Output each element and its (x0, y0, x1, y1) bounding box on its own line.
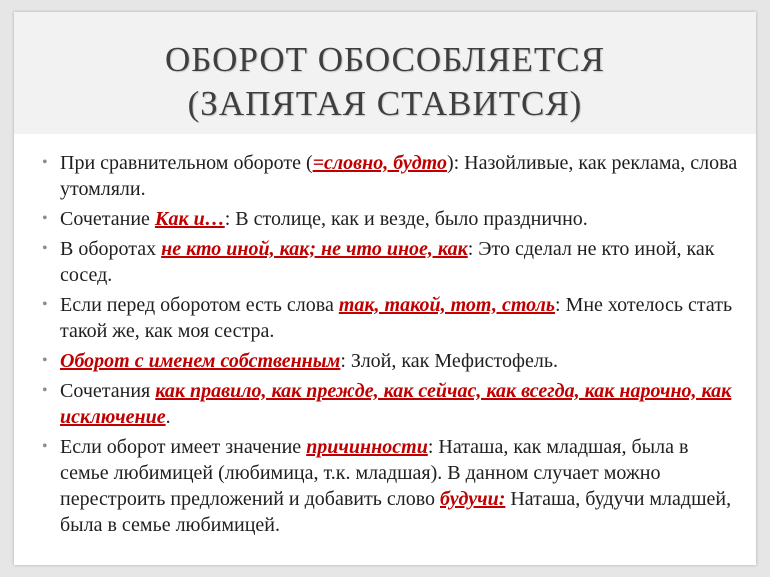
title-band (14, 12, 756, 134)
bullet-item (42, 206, 742, 232)
item-text: : В столице, как и везде, было празднично. (224, 208, 588, 230)
bullet-icon: • (42, 438, 48, 455)
item-highlight: =словно, будто (312, 152, 447, 174)
item-highlight: Оборот с именем собственным (60, 350, 341, 372)
bullet-item (42, 348, 742, 374)
bullet-item (42, 236, 742, 288)
item-text: При сравнительном обороте ( (60, 152, 313, 174)
slide (14, 12, 756, 565)
title-line-1: ОБОРОТ ОБОСОБЛЯЕТСЯ (165, 40, 605, 79)
bullet-icon: • (42, 296, 48, 313)
bullet-icon: • (42, 210, 48, 227)
slide-title (14, 38, 756, 126)
bullet-item (42, 378, 742, 430)
bullet-item (42, 292, 742, 344)
item-text: Сочетания (60, 380, 156, 402)
item-highlight: так, такой, тот, столь (338, 294, 556, 316)
item-highlight: Как и… (154, 208, 225, 230)
bullet-list (42, 150, 742, 542)
item-highlight: причинности (306, 436, 428, 458)
item-text: Если перед оборотом есть слова (60, 294, 339, 316)
bullet-item (42, 434, 742, 538)
item-text: : Злой, как Мефистофель. (340, 350, 558, 372)
bullet-item (42, 150, 742, 202)
item-text: . (165, 406, 171, 428)
item-text: Если оборот имеет значение (60, 436, 307, 458)
item-text: : Мне хотелось стать такой же, как моя сестра. (60, 294, 733, 342)
item-highlight: будучи: (440, 488, 506, 510)
item-highlight: не кто иной, как; не что иное, как (161, 238, 468, 260)
bullet-icon: • (42, 154, 48, 171)
item-text: : Это сделал не кто иной, как сосед. (60, 238, 715, 286)
bullet-icon: • (42, 352, 48, 369)
item-text: В оборотах (60, 238, 162, 260)
title-line-2: (ЗАПЯТАЯ СТАВИТСЯ) (187, 84, 583, 123)
bullet-icon: • (42, 382, 48, 399)
bullet-icon: • (42, 240, 48, 257)
item-text: Сочетание (60, 208, 155, 230)
item-text: : Наташа, как младшая, была в семье любимицей (любимица, т.к. младшая). В данном случает можно перестроить предложений и добавить слово (60, 436, 689, 510)
item-highlight: как правило, как прежде, как сейчас, как всегда, как нарочно, как исключение (60, 380, 732, 428)
item-text: ): Назойливые, как реклама, слова утомляли. (60, 152, 738, 200)
item-text: Наташа, будучи младшей, была в семье любимицей. (60, 488, 732, 536)
